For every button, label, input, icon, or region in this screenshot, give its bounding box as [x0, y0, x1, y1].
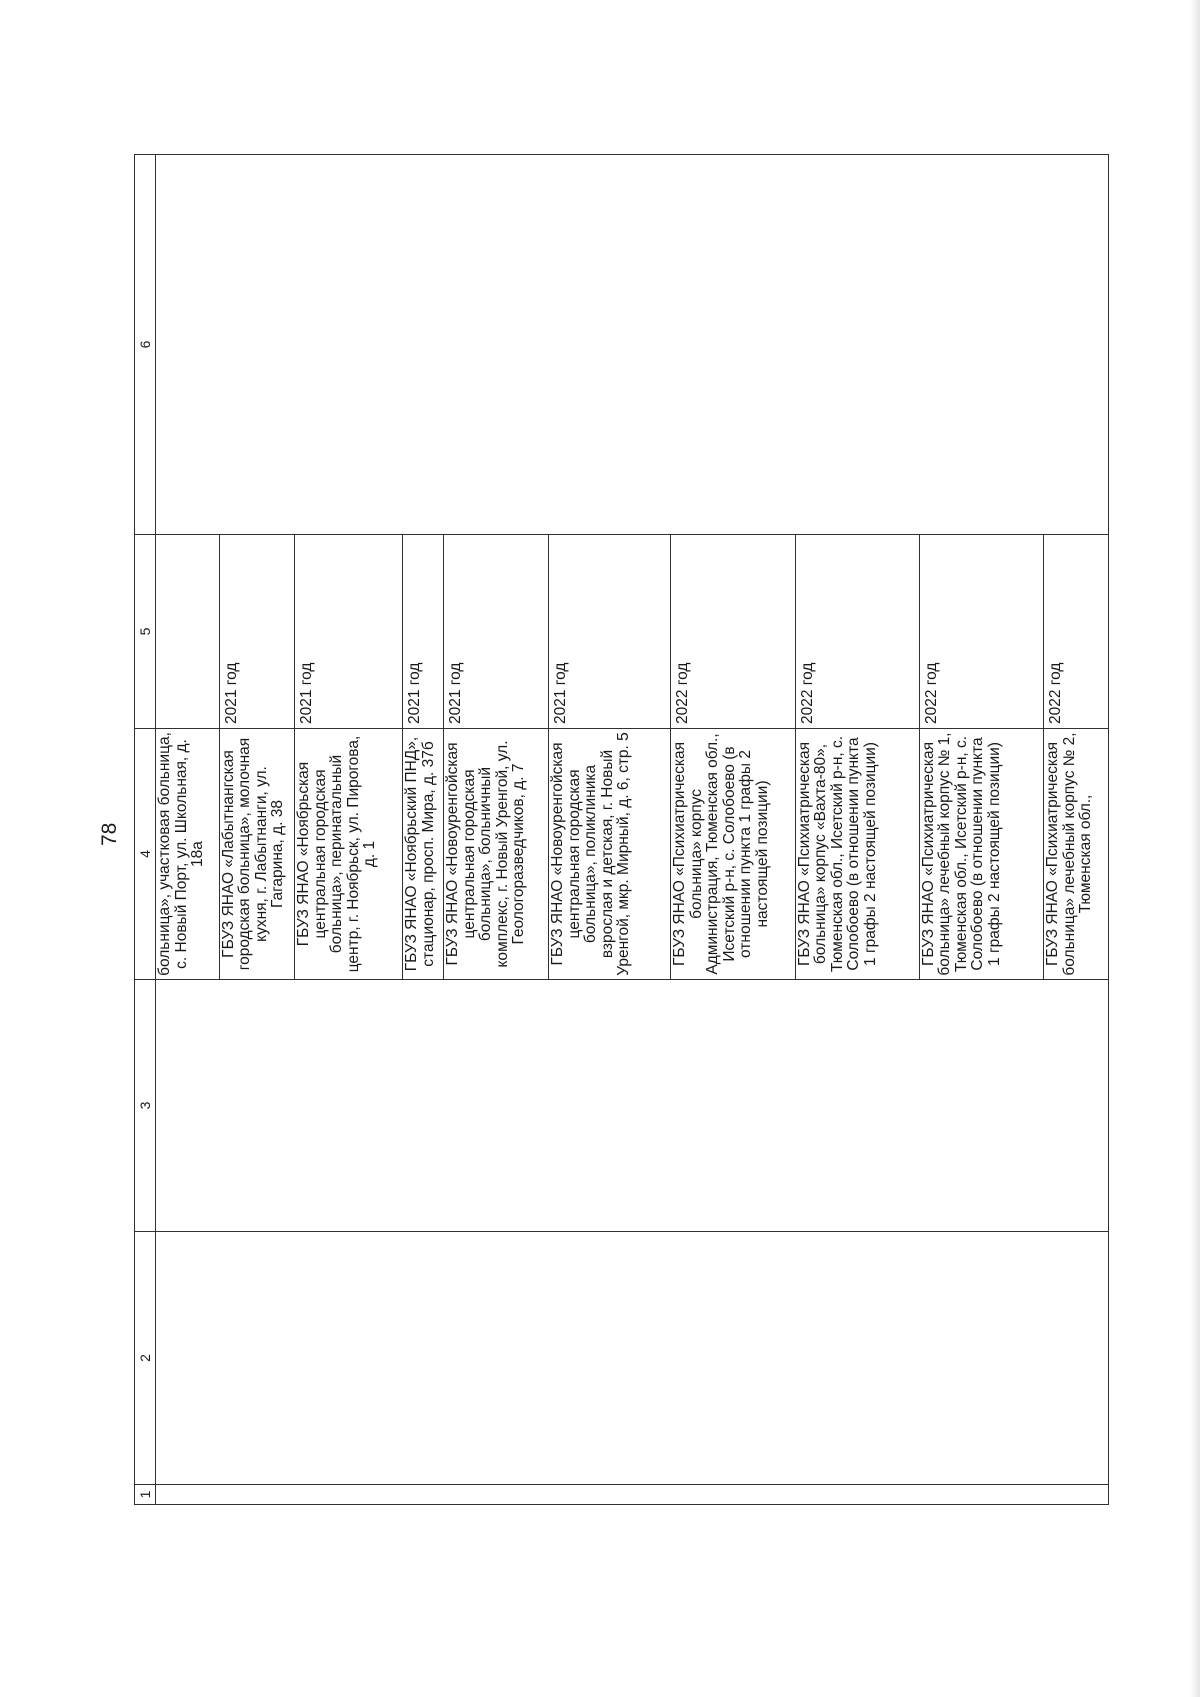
cell-col4-text: ГБУЗ ЯНАО «Новоуренгойская центральная городская больница», поликлиника взрослая и детская, г. Новый Уренгой, мкр. Мирный, д. 6, стр. 5: [549, 732, 633, 976]
cell-col5: 2021 год: [403, 535, 444, 729]
cell-col5: [156, 535, 220, 729]
cell-col5: 2022 год: [919, 535, 1043, 729]
cell-col4: [671, 729, 795, 980]
scan-edge: [1190, 0, 1200, 1697]
cell-col4-text: ГБУЗ ЯНАО «Психиатрическая больница» корпус «Вахта-80», Тюменская обл., Исетский р-н, с. Солобоево (в отношении пункта 1 графы 2 настоящей позиции): [795, 735, 879, 973]
cell-col4-text: ГБУЗ ЯНАО «Психиатрическая больница» лечебный корпус № 2, Тюменская обл.,: [1044, 732, 1095, 976]
cell-col4-text: ГБУЗ ЯНАО «Ноябрьский ПНД», стационар, просп. Мира, д. 37б: [403, 736, 437, 972]
cell-col6: [156, 155, 1109, 535]
cell-col4: [795, 729, 919, 980]
cell-col4: [403, 729, 444, 980]
cell-col3: [156, 980, 1109, 1232]
cell-col5: 2022 год: [795, 535, 919, 729]
cell-col1: [156, 1485, 1109, 1505]
cell-col4-text: ГБУЗ ЯНАО «Новоуренгойская центральная городская больница», больничный комплекс, г. Новый Уренгой, ул. Геологоразведчиков, д. 7: [444, 740, 528, 968]
cell-col4: [919, 729, 1043, 980]
column-header-1: 1: [135, 1485, 156, 1505]
cell-col4: [295, 729, 403, 980]
rotated-table-wrapper: [134, 155, 1109, 1505]
cell-col4: [1044, 729, 1109, 980]
cell-col4-text: больница», участковая больница, с. Новый Порт, ул. Школьная, д. 18а: [156, 732, 206, 976]
cell-col4: [156, 729, 220, 980]
cell-col5: 2021 год: [219, 535, 295, 729]
cell-col5: 2021 год: [444, 535, 549, 729]
cell-col4: [549, 729, 671, 980]
column-header-2: 2: [135, 1232, 156, 1485]
table-header-row: [135, 155, 156, 1505]
cell-col4: [219, 729, 295, 980]
cell-col4-text: ГБУЗ ЯНАО «Ноябрьская центральная городская больница», перинатальный центр, г. Ноябрьск, ул. Пирогова, д. 1: [295, 735, 379, 973]
cell-col5: 2022 год: [671, 535, 795, 729]
cell-col4-text: ГБУЗ ЯНАО «Психиатрическая больница» корпус Администрация, Тюменская обл., Исетский р-н, с. Солобоево (в отношении пункта 1 графы 2 настоящей позиции): [671, 733, 771, 975]
cell-col5: 2021 год: [549, 535, 671, 729]
cell-col5: 2022 год: [1044, 535, 1109, 729]
document-table: [134, 154, 1109, 1505]
column-header-4: 4: [135, 729, 156, 980]
table-row: [156, 155, 220, 1505]
cell-col4: [444, 729, 549, 980]
page-number: 78: [98, 822, 121, 846]
cell-col4-text: ГБУЗ ЯНАО «Психиатрическая больница» лечебный корпус № 1, Тюменская обл., Исетский р-н, с. Солобоево (в отношении пункта 1 графы 2 настоящей позиции): [919, 732, 1003, 976]
column-header-6: 6: [135, 155, 156, 535]
cell-col4-text: ГБУЗ ЯНАО «Лабытнангская городская больница», молочная кухня, г. Лабытнанги, ул. Гагарина, д. 38: [219, 737, 287, 971]
column-header-3: 3: [135, 980, 156, 1232]
cell-col5: 2021 год: [295, 535, 403, 729]
column-header-5: 5: [135, 535, 156, 729]
cell-col2: [156, 1232, 1109, 1485]
